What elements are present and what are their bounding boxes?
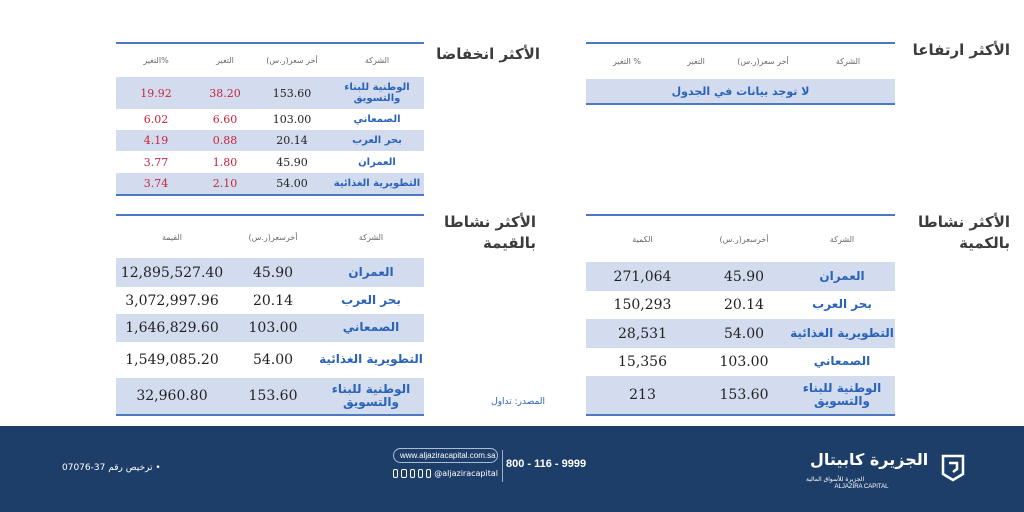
title-active-by-value-line2: بالقيمة — [483, 234, 536, 252]
gainers-header-row — [586, 44, 895, 79]
header-change: التغير — [216, 56, 234, 65]
table-row — [586, 376, 895, 414]
change-pct: 4.19 — [143, 134, 169, 147]
company-name: بحر العرب — [341, 292, 401, 307]
header-last-price: أخرسعر(ر.س) — [719, 234, 769, 244]
header-last-price: أخر سعر(ر.س) — [737, 57, 789, 66]
last-price: 20.14 — [276, 134, 308, 147]
linkedin-icon[interactable] — [426, 469, 431, 478]
value-header-row — [116, 216, 424, 258]
header-company: الشركة — [358, 232, 384, 242]
youtube-icon[interactable] — [418, 469, 423, 478]
gainers-table — [586, 42, 895, 105]
empty-table-message: لا توجد بيانات في الجدول — [671, 84, 810, 98]
change-value: 2.10 — [212, 177, 238, 190]
table-row — [116, 130, 424, 151]
facebook-icon[interactable] — [410, 469, 415, 478]
last-price: 103.00 — [248, 320, 298, 336]
header-change-pct: % التغير — [613, 57, 641, 66]
social-handle[interactable]: @aljaziracapital — [434, 469, 498, 478]
phone-number[interactable]: 800 - 116 - 9999 — [506, 458, 587, 470]
company-name: التطويرية الغذائية — [790, 325, 894, 340]
change-value: 1.80 — [212, 155, 238, 169]
logo-arabic-text: الجزيرة كابيتال — [810, 450, 929, 469]
trade-quantity: 28,531 — [618, 325, 667, 342]
last-price: 103.00 — [272, 113, 312, 126]
table-row — [116, 77, 424, 109]
logo-subtitle: الجزيرة للأسواق المالية — [806, 476, 865, 483]
header-quantity: الكمية — [632, 234, 653, 244]
last-price: 153.60 — [248, 388, 298, 404]
last-price: 153.60 — [272, 86, 312, 100]
trade-value: 1,646,829.60 — [125, 320, 219, 336]
company-name: التطويرية الغذائية — [319, 352, 423, 367]
license-number: • ترخيص رقم 37-07076 — [62, 463, 161, 473]
instagram-icon[interactable] — [401, 469, 406, 478]
footer-bar — [0, 426, 1024, 512]
change-pct: 3.74 — [143, 177, 169, 190]
last-price: 153.60 — [719, 387, 769, 403]
company-name: الوطنية للبناء والتسويق — [802, 380, 882, 408]
table-row — [586, 348, 895, 376]
last-price: 20.14 — [252, 292, 294, 309]
x-icon[interactable] — [393, 469, 398, 478]
table-row — [116, 314, 424, 342]
trade-quantity: 271,064 — [613, 268, 672, 285]
company-name: الوطنية للبناء والتسويق — [344, 82, 410, 104]
table-row — [116, 173, 424, 194]
title-active-by-value — [420, 212, 536, 254]
table-row — [116, 109, 424, 130]
title-active-by-volume-line1: الأكثر نشاطا — [918, 213, 1010, 231]
table-row — [586, 291, 895, 319]
trade-value: 1,549,085.20 — [125, 352, 219, 368]
title-top-gainers: الأكثر ارتفاعا — [912, 41, 1010, 59]
trade-quantity: 15,356 — [618, 354, 667, 370]
last-price: 20.14 — [723, 297, 765, 313]
header-company: الشركة — [835, 57, 861, 66]
logo-icon — [940, 452, 966, 482]
active-by-volume-table — [586, 214, 895, 416]
company-name: العمران — [348, 264, 394, 279]
company-name: العمران — [358, 156, 396, 168]
last-price: 54.00 — [723, 325, 765, 342]
change-value: 38.20 — [209, 86, 241, 100]
data-source: المصدر: تداول — [491, 397, 545, 407]
losers-header-row — [116, 44, 424, 77]
table-row — [586, 319, 895, 348]
company-name: بحر العرب — [812, 297, 872, 312]
last-price: 45.90 — [723, 268, 765, 285]
company-name: الصمعاني — [813, 354, 871, 369]
table-row — [116, 151, 424, 173]
logo-english-text: ALJAZIRA CAPITAL — [834, 484, 889, 490]
header-change-pct: %التغير — [143, 56, 169, 65]
losers-table — [116, 42, 424, 196]
change-pct: 19.92 — [140, 86, 172, 100]
company-name: العمران — [819, 268, 865, 283]
contact-block — [393, 448, 498, 478]
table-row — [116, 258, 424, 287]
company-name: الصمعاني — [353, 114, 401, 125]
trade-value: 32,960.80 — [136, 388, 208, 404]
change-pct: 3.77 — [143, 155, 169, 169]
change-pct: 6.02 — [143, 113, 169, 126]
title-active-by-value-line1: الأكثر نشاطا — [444, 213, 536, 231]
header-last-price: أخر سعر(ر.س) — [266, 56, 318, 65]
trade-quantity: 150,293 — [613, 297, 672, 313]
header-last-price: أخرسعر(ر.س) — [248, 232, 298, 242]
last-price: 54.00 — [252, 352, 294, 368]
volume-header-row — [586, 216, 895, 262]
header-company: الشركة — [364, 56, 390, 65]
trade-value: 3,072,997.96 — [125, 292, 219, 309]
change-value: 0.88 — [212, 134, 238, 147]
header-company: الشركة — [829, 234, 855, 244]
header-value: القيمة — [161, 232, 183, 242]
table-row — [116, 287, 424, 314]
trade-value: 12,895,527.40 — [120, 264, 224, 281]
table-row — [116, 378, 424, 414]
title-active-by-volume — [900, 212, 1010, 254]
header-change: التغير — [687, 57, 705, 66]
website-link[interactable]: www.aljaziracapital.com.sa — [393, 448, 498, 463]
last-price: 45.90 — [276, 155, 308, 169]
title-active-by-volume-line2: بالكمية — [959, 234, 1010, 252]
change-value: 6.60 — [212, 113, 238, 126]
company-name: الصمعاني — [342, 320, 400, 335]
company-name: بحر العرب — [352, 135, 402, 146]
trade-quantity: 213 — [629, 387, 656, 403]
company-name: الوطنية للبناء والتسويق — [331, 381, 411, 409]
footer-divider — [502, 450, 503, 482]
title-top-losers: الأكثر انخفاضا — [436, 45, 540, 63]
last-price: 103.00 — [719, 354, 769, 370]
company-name: التطويرية الغذائية — [333, 178, 421, 189]
gainers-empty-row — [586, 79, 895, 103]
active-by-value-table — [116, 214, 424, 416]
last-price: 45.90 — [252, 264, 294, 281]
table-row — [586, 262, 895, 291]
table-row — [116, 342, 424, 378]
social-links — [393, 469, 498, 478]
last-price: 54.00 — [276, 177, 308, 190]
